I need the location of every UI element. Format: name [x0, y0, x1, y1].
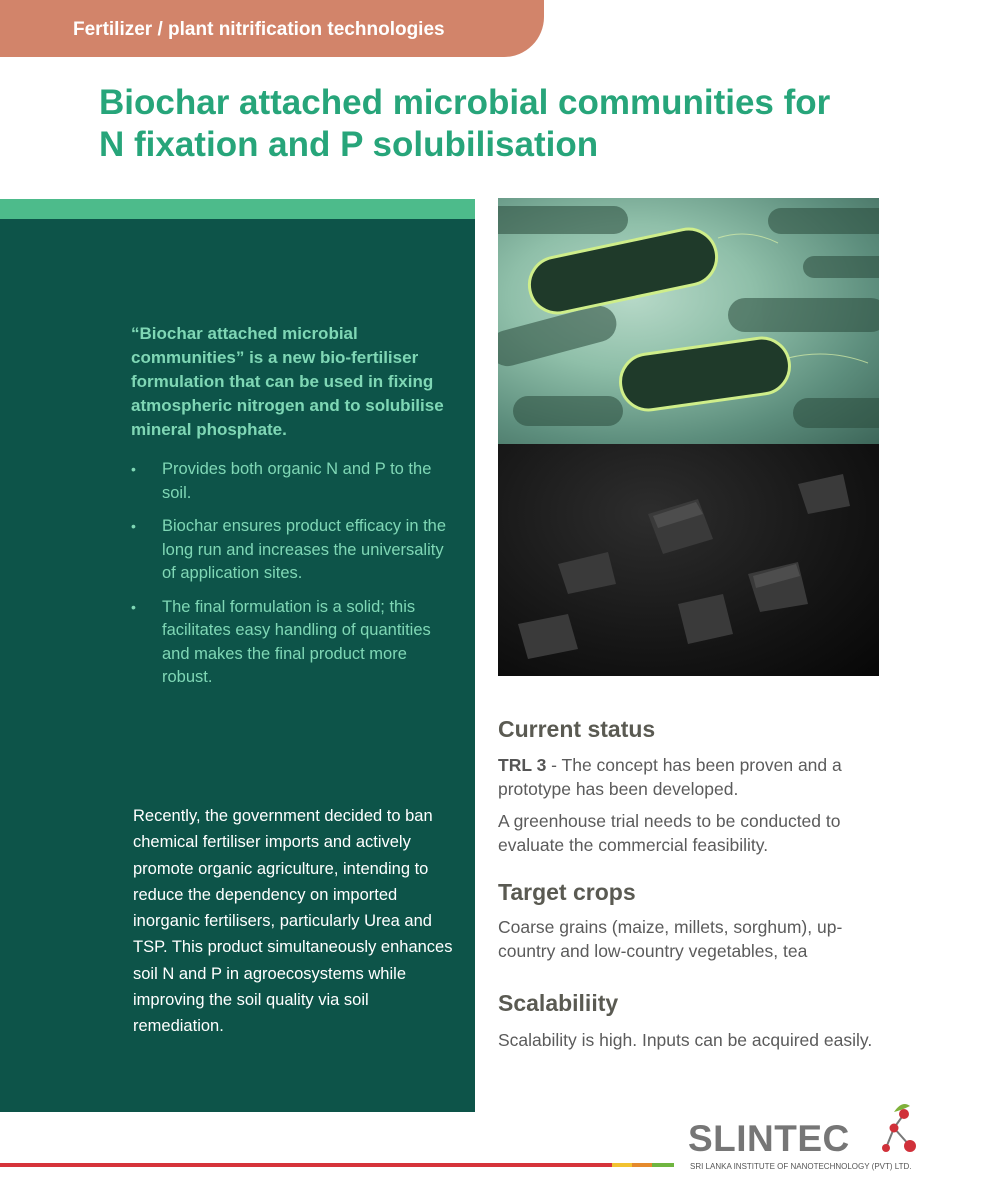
- scalability-text: Scalability is high. Inputs can be acquired easily.: [498, 1030, 873, 1050]
- logo-subtitle: SRI LANKA INSTITUTE OF NANOTECHNOLOGY (PVT) LTD.: [690, 1162, 912, 1171]
- footer-rule-green: [652, 1163, 674, 1167]
- category-label: Fertilizer / plant nitrification technologies: [73, 19, 445, 40]
- bullet-text: Biochar ensures product efficacy in the long run and increases the universality of application sites.: [162, 517, 447, 582]
- bacteria-image: [498, 198, 879, 444]
- slintec-logo: [688, 1100, 928, 1180]
- list-item: [131, 515, 451, 586]
- target-crops-text: Coarse grains (maize, millets, sorghum), up-country and low-country vegetables, tea: [498, 917, 843, 961]
- biochar-image: [498, 444, 879, 676]
- product-details-list: [131, 458, 451, 700]
- target-crops-heading: Target crops: [498, 879, 636, 905]
- list-item: [131, 596, 451, 690]
- trl-text: [498, 753, 883, 801]
- footer-rule-red: [0, 1163, 612, 1167]
- bullet-icon: •: [131, 598, 136, 615]
- sustainability-text: Recently, the government decided to ban chemical fertiliser imports and actively promote organic agriculture, intending to reduce the dependency on imported inorganic fertilisers, particularly Urea and TSP. This product simultaneously enhances soil N and P in agroecosystems while improving the soil quality via soil remediation.: [133, 807, 453, 1036]
- current-status-heading: Current status: [498, 716, 656, 742]
- bullet-icon: •: [131, 461, 136, 477]
- product-details-intro: “Biochar attached microbial communities” is a new bio-fertiliser formulation that can be used in fixing atmospheric nitrogen and to solubilise mineral phosphate.: [131, 324, 444, 439]
- list-item: [131, 458, 451, 505]
- footer-rule-yellow: [612, 1163, 632, 1167]
- bullet-icon: •: [131, 518, 136, 534]
- logo-wordmark: SLINTEC: [688, 1118, 850, 1159]
- category-tab: [0, 0, 544, 57]
- molecule-icon: [880, 1100, 920, 1160]
- footer-rule-orange: [632, 1163, 652, 1167]
- page-title: Biochar attached microbial communities for N fixation and P solubilisation: [99, 83, 831, 164]
- trl-label: TRL 3: [498, 755, 547, 775]
- status-note: A greenhouse trial needs to be conducted to evaluate the commercial feasibility.: [498, 811, 841, 855]
- panel-accent-stripe: [0, 199, 475, 219]
- bullet-text: The final formulation is a solid; this facilitates easy handling of quantities and makes the final product more robust.: [162, 597, 431, 686]
- scalability-heading: Scalabiliity: [498, 990, 619, 1016]
- trl-description: - The concept has been proven and a prototype has been developed.: [498, 755, 842, 799]
- bullet-text: Provides both organic N and P to the soil.: [162, 460, 432, 502]
